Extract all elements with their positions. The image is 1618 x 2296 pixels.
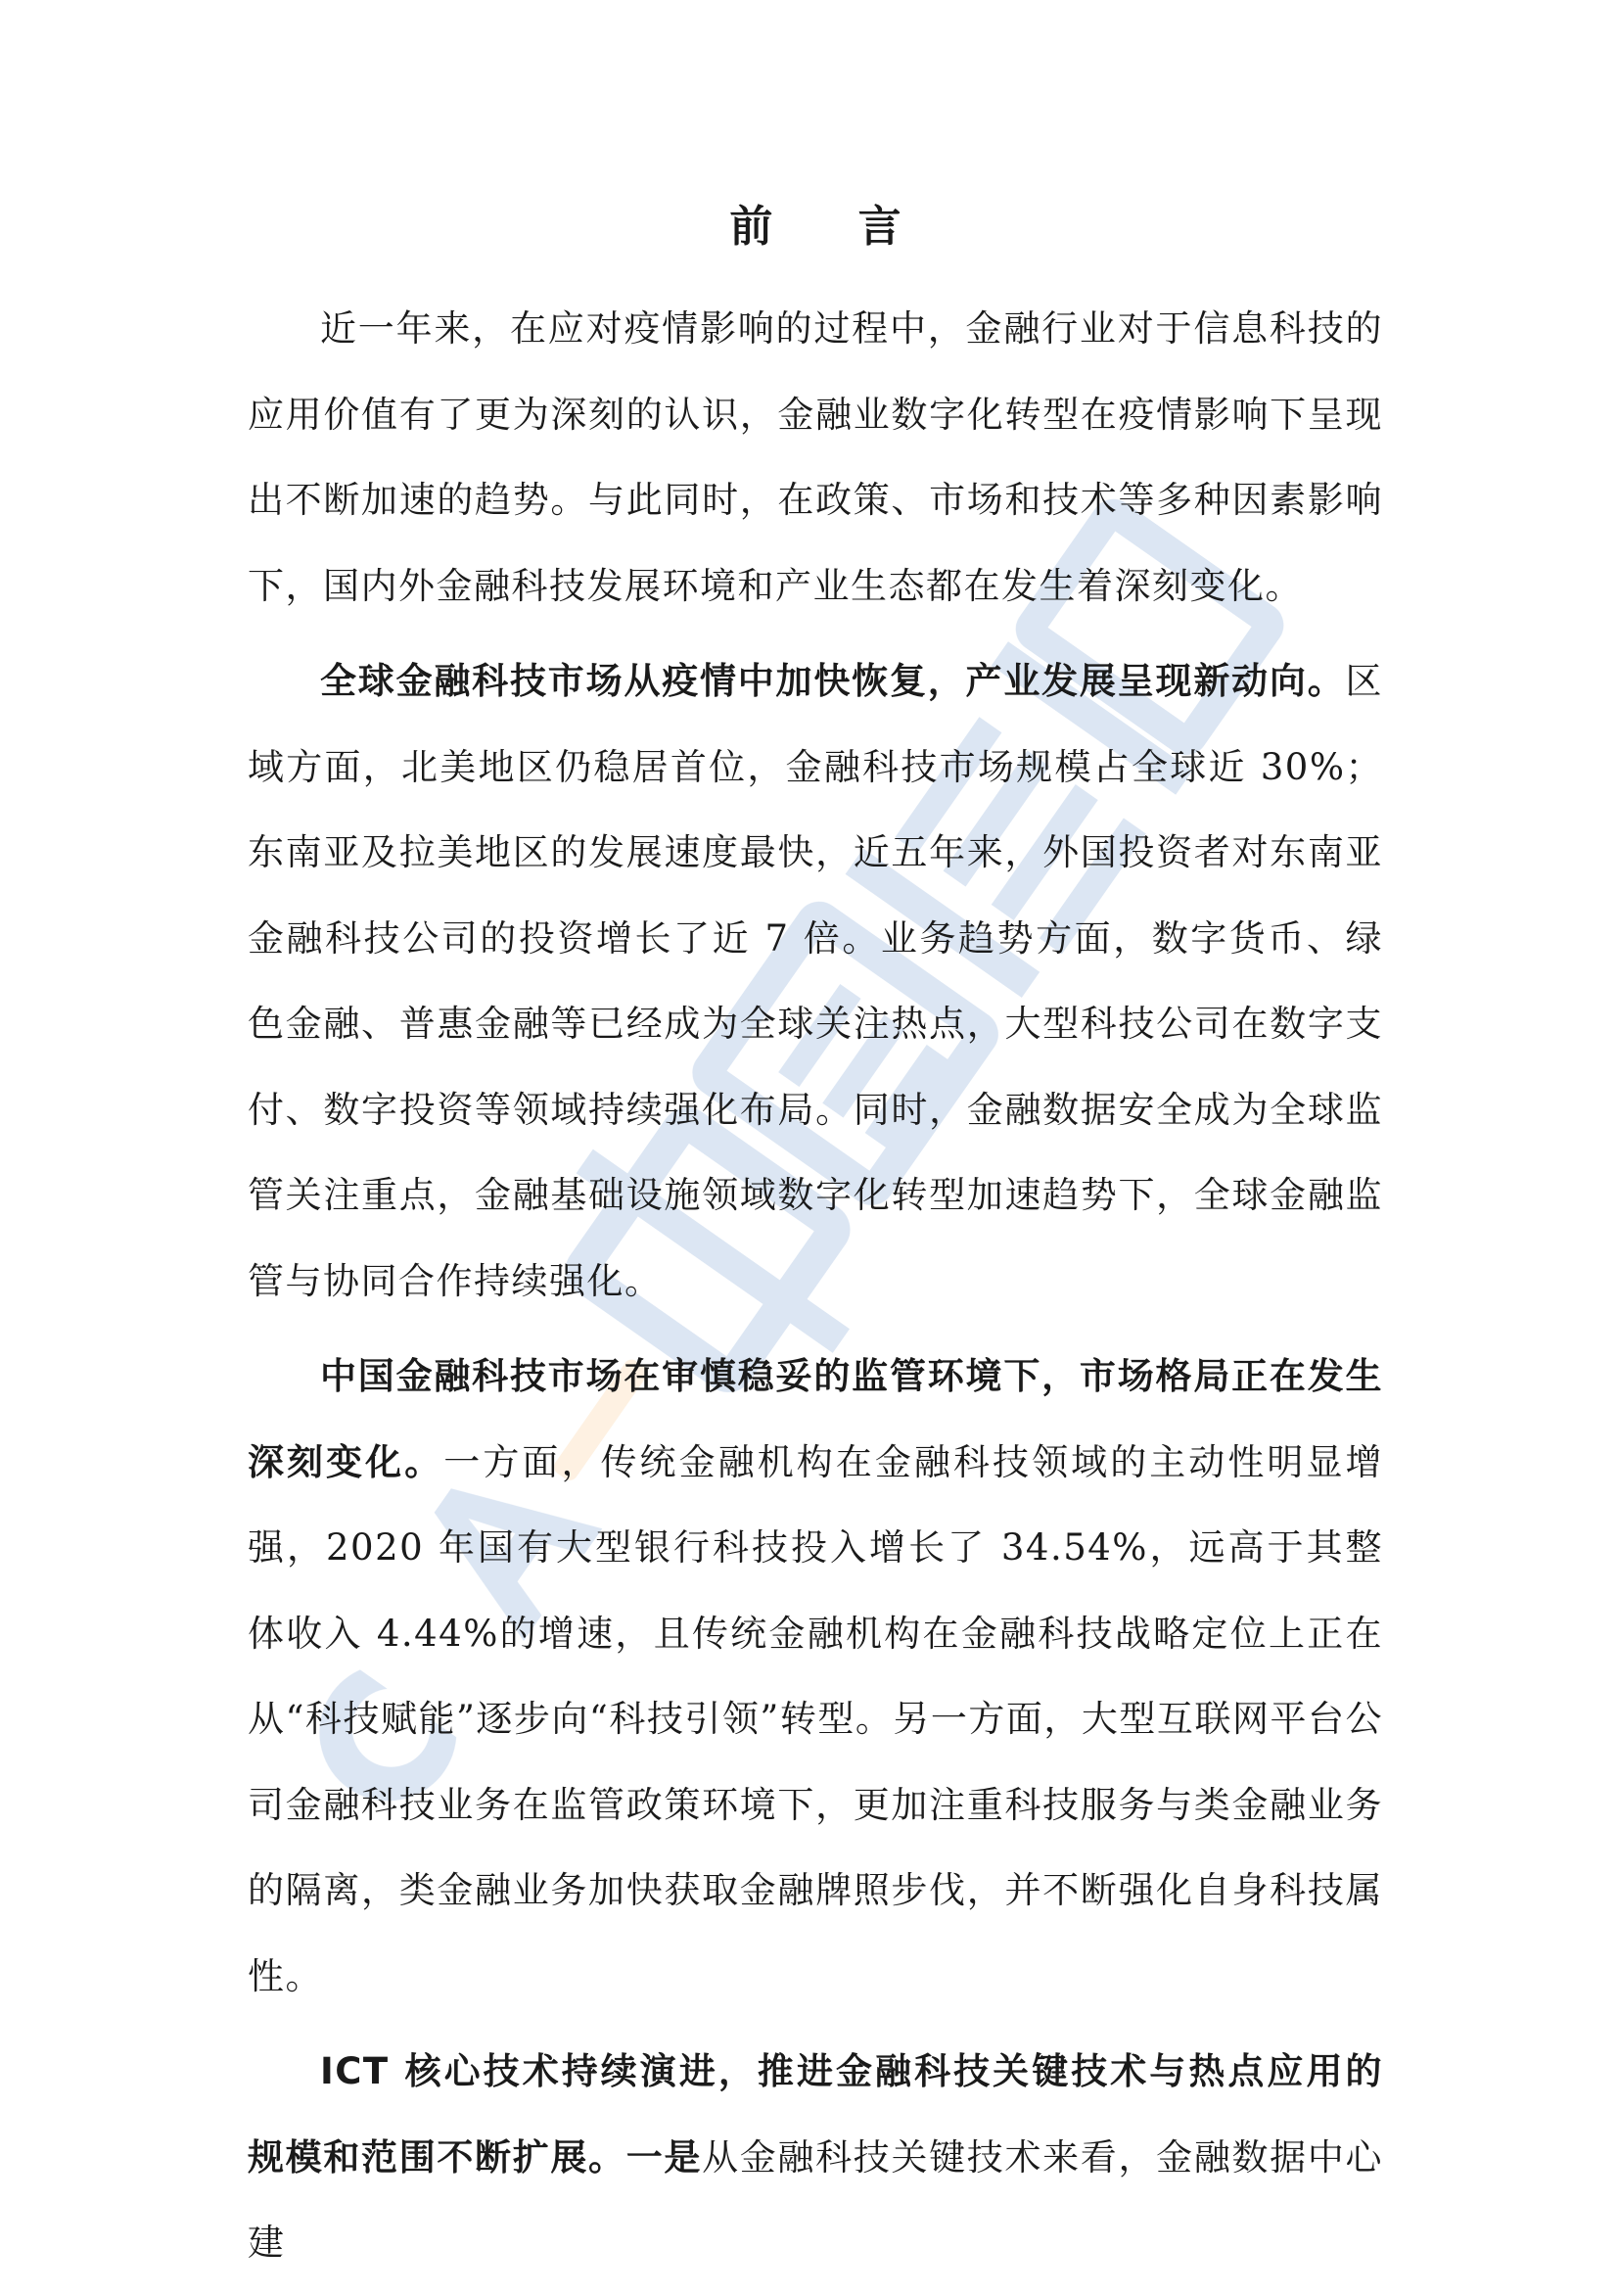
paragraph-3 xyxy=(248,1334,1383,2019)
page-title: 前 言 xyxy=(729,202,937,252)
document-body xyxy=(248,196,1383,2296)
paragraph-4-lead: ICT 核心技术持续演进，推进金融科技关键技术与热点应用的规模和范围不断扩展。一是 xyxy=(248,2050,1383,2179)
paragraph-1 xyxy=(248,286,1383,629)
paragraph-2-body: 区域方面，北美地区仍稳居首位，金融科技市场规模占全球近 30%；东南亚及拉美地区的发展速度最快，近五年来，外国投资者对东南亚金融科技公司的投资增长了近 7 倍。业务趋势方面，数字货币、绿色金融、普惠金融等已经成为全球关注热点，大型科技公司在数字支付、数字投资等领域持续强化布局。同时，金融数据安全成为全球监管关注重点，金融基础设施领域数字化转型加速趋势下，全球金融监管与协同合作持续强化。 xyxy=(248,660,1383,1302)
paragraph-3-body: 一方面，传统金融机构在金融科技领域的主动性明显增强，2020 年国有大型银行科技投入增长了 34.54%，远高于其整体收入 4.44%的增速，且传统金融机构在金融科技战略定位上正在从“科技赋能”逐步向“科技引领”转型。另一方面，大型互联网平台公司金融科技业务在监管政策环境下，更加注重科技服务与类金融业务的隔离，类金融业务加快获取金融牌照步伐，并不断强化自身科技属性。 xyxy=(248,1440,1384,1997)
paragraph-3-lead: 中国金融科技市场在审慎稳妥的监管环境下，市场格局正在发生深刻变化。 xyxy=(248,1355,1383,1483)
paragraph-1-body: 近一年来，在应对疫情影响的过程中，金融行业对于信息科技的应用价值有了更为深刻的认识，金融业数字化转型在疫情影响下呈现出不断加速的趋势。与此同时，在政策、市场和技术等多种因素影响下，国内外金融科技发展环境和产业生态都在发生着深刻变化。 xyxy=(248,307,1383,607)
paragraph-2 xyxy=(248,638,1383,1324)
paragraph-4 xyxy=(248,2029,1383,2286)
paragraph-4-body: 从金融科技关键技术来看，金融数据中心建 xyxy=(248,2135,1384,2264)
paragraph-2-lead: 全球金融科技市场从疫情中加快恢复，产业发展呈现新动向。 xyxy=(320,660,1346,702)
